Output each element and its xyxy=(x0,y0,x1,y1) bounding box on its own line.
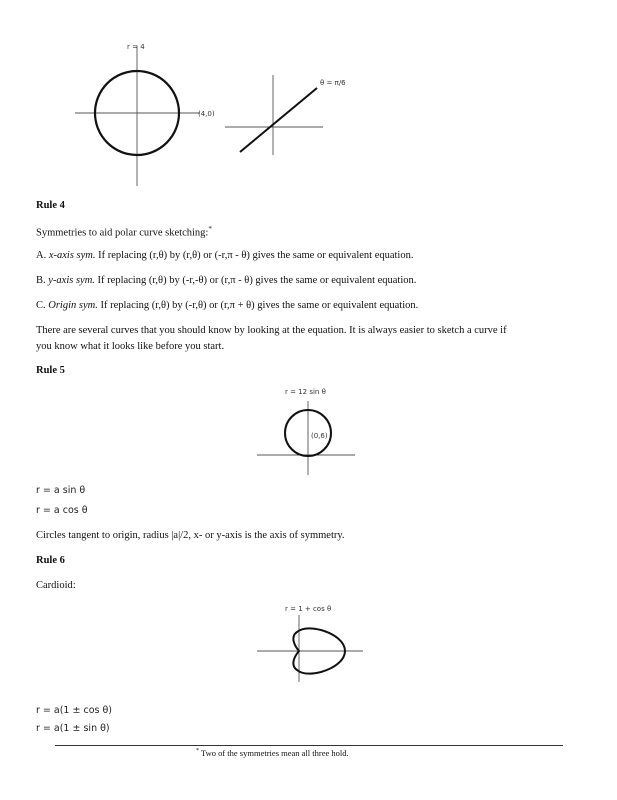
rule4-intro: Symmetries to aid polar curve sketching:* xyxy=(36,225,212,239)
rule6-heading: Rule 6 xyxy=(36,555,65,566)
rule5-figure xyxy=(255,383,360,478)
rule4-heading: Rule 4 xyxy=(36,200,65,211)
rule6-label: Cardioid: xyxy=(36,580,76,591)
rule4-paragraph-line1: There are several curves that you should know by looking at the equation. It is always easier to sketch a curve if xyxy=(36,325,507,336)
footnote-text: Two of the symmetries mean all three hold. xyxy=(200,748,349,758)
rule6-eq-label: r = 1 + cos θ xyxy=(285,605,332,613)
footnote-mark: * xyxy=(196,748,199,755)
rule4-paragraph-line2: you know what it looks like before you start. xyxy=(36,341,225,352)
rule5-heading: Rule 5 xyxy=(36,365,65,376)
rule4-item-c: C. Origin sym. If replacing (r,θ) by (-r,θ) or (r,π + θ) gives the same or equivalent equation. xyxy=(36,300,419,311)
circle-r4-figure xyxy=(75,38,215,190)
rule6-eq2: r = a(1 ± sin θ) xyxy=(36,723,110,734)
rule6-cardioid-figure xyxy=(255,600,365,685)
rule5-eq-label: r = 12 sin θ xyxy=(285,388,326,396)
rule5-point-label: (0,6) xyxy=(311,432,328,440)
circle-point-label: (4,0) xyxy=(198,110,215,118)
footnote xyxy=(196,748,349,758)
line-theta-figure xyxy=(225,70,355,160)
rule5-eq2: r = a cos θ xyxy=(36,505,88,516)
rule4-footnote-mark: * xyxy=(208,225,212,233)
rule4-item-b: B. y-axis sym. If replacing (r,θ) by (-r,-θ) or (r,π - θ) gives the same or equivalent equation. xyxy=(36,275,417,286)
circle-r-label: r = 4 xyxy=(127,43,145,51)
theta-line xyxy=(240,88,317,152)
rule4-item-a: A. x-axis sym. If replacing (r,θ) by (r,θ) or (-r,π - θ) gives the same or equivalent equation. xyxy=(36,250,414,261)
rule6-eq1: r = a(1 ± cos θ) xyxy=(36,705,112,716)
footnote-divider xyxy=(55,745,563,746)
rule5-eq1: r = a sin θ xyxy=(36,485,86,496)
theta-label: θ = π/6 xyxy=(320,79,346,87)
rule5-description: Circles tangent to origin, radius |a|/2, x- or y-axis is the axis of symmetry. xyxy=(36,530,345,541)
